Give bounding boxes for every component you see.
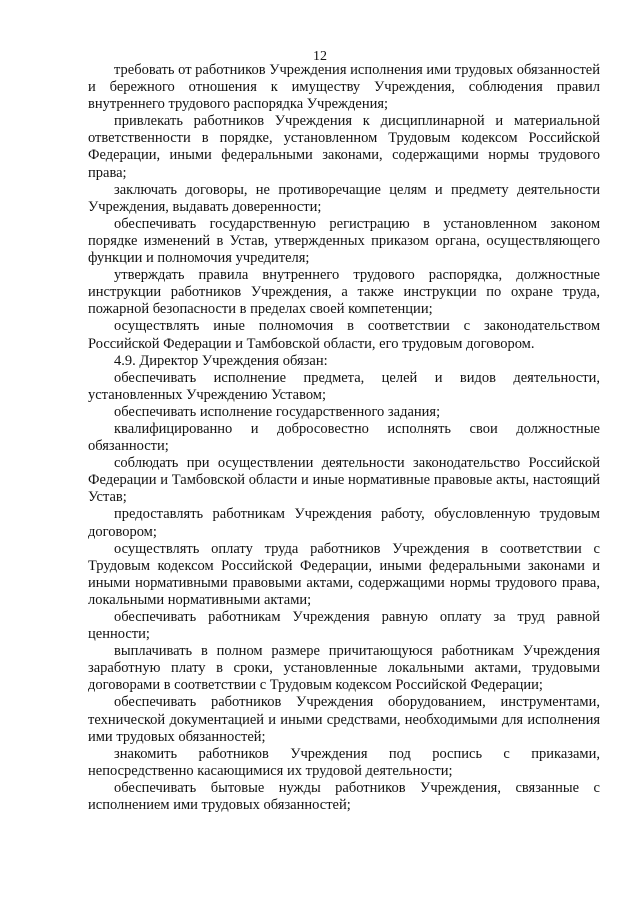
paragraph: предоставлять работникам Учреждения работу, обусловленную трудовым договором; — [88, 506, 600, 540]
paragraph: знакомить работников Учреждения под роспись с приказами, непосредственно касающимися их трудовой деятельности; — [88, 745, 600, 779]
section-heading: 4.9. Директор Учреждения обязан: — [114, 352, 328, 369]
paragraph: соблюдать при осуществлении деятельности законодательство Российской Федерации и Тамбовской области и иные нормативные правовые акты, настоящий Устав; — [88, 455, 600, 506]
paragraph: заключать договоры, не противоречащие целям и предмету деятельности Учреждения, выдавать доверенности; — [88, 181, 600, 215]
paragraph: обеспечивать исполнение государственного задания; — [114, 403, 441, 420]
paragraph: выплачивать в полном размере причитающуюся работникам Учреждения заработную плату в сроки, установленные локальными актами, трудовыми договорами в соответствии с Трудовым кодексом Российской Федерации; — [88, 643, 600, 694]
paragraph: обеспечивать государственную регистрацию в установленном законом порядке изменений в Устав, утвержденных приказом органа, осуществляющего функции и полномочия учредителя; — [88, 215, 600, 267]
document-body — [88, 62, 600, 814]
paragraph: обеспечивать бытовые нужды работников Учреждения, связанные с исполнением ими трудовых обязанностей; — [88, 779, 600, 814]
paragraph: обеспечивать работников Учреждения оборудованием, инструментами, технической документацией и иными средствами, необходимыми для исполнения ими трудовых обязанностей; — [88, 694, 600, 745]
paragraph: привлекать работников Учреждения к дисциплинарной и материальной ответственности в порядке, установленном Трудовым кодексом Российской Федерации, иными федеральными законами, содержащими нормы трудового права; — [88, 113, 600, 181]
paragraph: обеспечивать работникам Учреждения равную оплату за труд равной ценности; — [88, 609, 600, 643]
paragraph: осуществлять оплату труда работников Учреждения в соответствии с Трудовым кодексом Российской Федерации, иными федеральными законами и иными нормативными правовыми актами, содержащими нормы трудового права, локальными нормативными актами; — [88, 540, 600, 608]
paragraph: утверждать правила внутреннего трудового распорядка, должностные инструкции работников Учреждения, а также инструкции по охране труда, пожарной безопасности в пределах своей компетенции; — [88, 267, 600, 318]
paragraph: требовать от работников Учреждения исполнения ими трудовых обязанностей и бережного отношения к имуществу Учреждения, соблюдения правил внутреннего трудового распорядка Учреждения; — [88, 62, 600, 113]
page-number: 12 — [313, 49, 327, 64]
paragraph: обеспечивать исполнение предмета, целей и видов деятельности, установленных Учреждению Уставом; — [88, 369, 600, 403]
paragraph: осуществлять иные полномочия в соответствии с законодательством Российской Федерации и Тамбовской области, его трудовым договором. — [88, 318, 600, 352]
paragraph: квалифицированно и добросовестно исполнять свои должностные обязанности; — [88, 420, 600, 455]
